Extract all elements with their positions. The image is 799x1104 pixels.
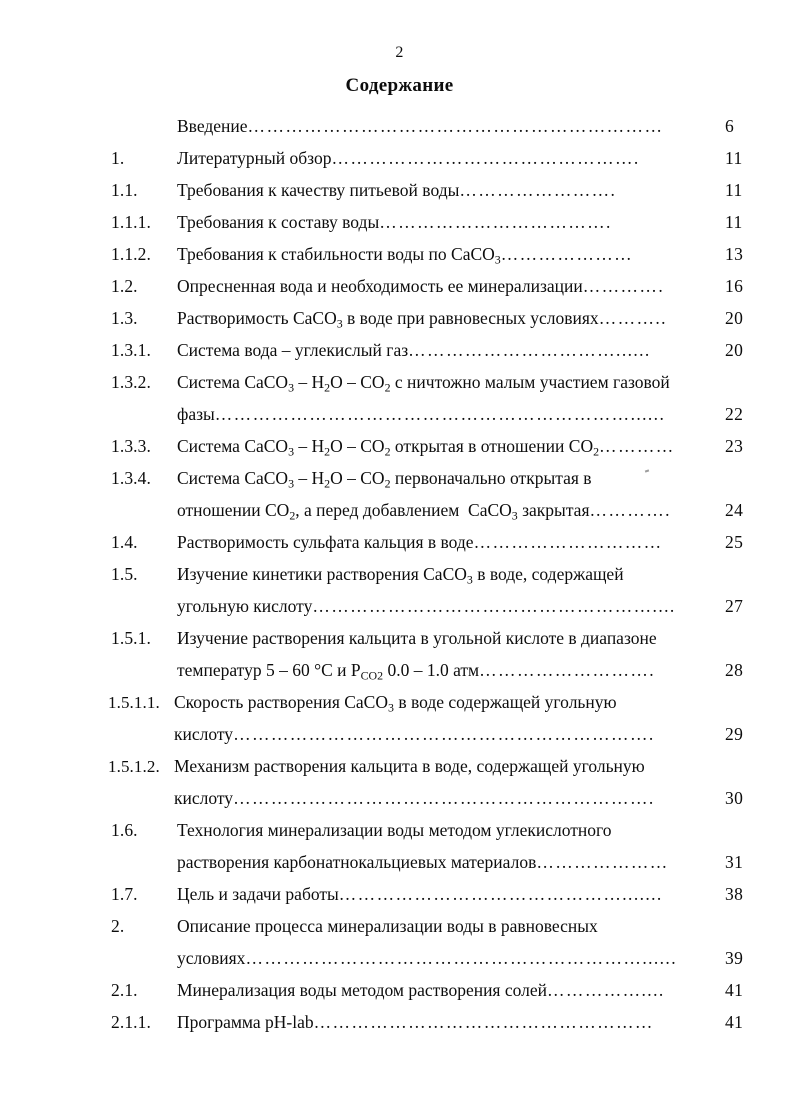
toc-entry-title[interactable]	[177, 1006, 703, 1038]
toc-entry[interactable]	[0, 206, 799, 238]
toc-page-number[interactable]: 28	[725, 660, 744, 680]
toc-row-continuation[interactable]	[0, 494, 799, 526]
toc-entry-title[interactable]	[177, 142, 703, 174]
toc-entry[interactable]	[0, 1006, 799, 1038]
toc-section-number: 1.	[111, 148, 125, 168]
toc-title-text: кислоту	[174, 788, 234, 808]
toc-title-text: фазы	[177, 404, 215, 424]
toc-page-number[interactable]: 16	[725, 276, 744, 296]
toc-entry-title[interactable]	[177, 526, 703, 558]
toc-entry[interactable]	[0, 558, 799, 622]
toc-entry-title[interactable]	[177, 814, 703, 846]
toc-entry[interactable]	[0, 462, 799, 526]
toc-title-text: Требования к составу воды	[177, 212, 380, 232]
toc-row-continuation[interactable]	[0, 398, 799, 430]
toc-section-number: 1.1.1.	[111, 212, 151, 232]
toc-page-number[interactable]: 41	[725, 980, 744, 1000]
dot-leader: …………………………………………………………......	[214, 404, 666, 424]
toc-title-text: Литературный обзор	[177, 148, 332, 168]
toc-row[interactable]	[0, 750, 799, 782]
toc-title-text: Технология минерализации воды методом углекислотного	[177, 820, 612, 840]
toc-entry[interactable]	[0, 430, 799, 462]
toc-entry-title[interactable]	[174, 718, 703, 750]
toc-title-text: Растворимость CaCO$_3$ в воде при равновесных условиях	[177, 308, 599, 331]
toc-entry[interactable]	[0, 814, 799, 878]
toc-section-number: 1.3.1.	[111, 340, 151, 360]
toc-page-number[interactable]: 6	[725, 116, 735, 136]
toc-entry-title[interactable]	[177, 878, 703, 910]
dot-leader: ………………………………………………....	[312, 596, 676, 616]
toc-section-number: 2.	[111, 916, 125, 936]
toc-entry[interactable]	[0, 526, 799, 558]
toc-section-number: 1.1.	[111, 180, 138, 200]
toc-page-number[interactable]: 27	[725, 596, 744, 616]
toc-section-number: 1.6.	[111, 820, 138, 840]
toc-page-number[interactable]: 38	[725, 884, 744, 904]
toc-entry[interactable]	[0, 302, 799, 334]
toc-page-number[interactable]: 41	[725, 1012, 744, 1032]
toc-entry[interactable]	[0, 974, 799, 1006]
toc-entry[interactable]	[0, 270, 799, 302]
toc-section-number: 1.2.	[111, 276, 138, 296]
toc-row[interactable]	[0, 878, 799, 910]
toc-title-text: условиях	[177, 948, 246, 968]
toc-title-text: растворения карбонатнокальциевых материалов	[177, 852, 537, 872]
dot-leader: ……………………………………….......	[338, 884, 663, 904]
toc-section-number: 1.3.4.	[111, 468, 151, 488]
toc-entry-title[interactable]	[177, 302, 703, 334]
toc-row[interactable]	[0, 686, 799, 718]
toc-entry[interactable]	[0, 174, 799, 206]
toc-title-text: угольную кислоту	[177, 596, 313, 616]
toc-entry-title[interactable]	[177, 430, 703, 462]
toc-entry-title[interactable]	[174, 686, 703, 718]
dot-leader: ……………………….	[479, 660, 656, 680]
toc-row-continuation[interactable]	[0, 590, 799, 622]
toc-title-text: Программа pH-lab	[177, 1012, 314, 1032]
toc-entry-title[interactable]	[177, 174, 703, 206]
toc-section-number: 1.3.	[111, 308, 138, 328]
toc-row[interactable]	[0, 366, 799, 398]
toc-title-text: Требования к качеству питьевой воды	[177, 180, 460, 200]
toc-title-text: Растворимость сульфата кальция в воде	[177, 532, 474, 552]
dot-leader: ……………....	[547, 980, 665, 1000]
toc-title-text: кислоту	[174, 724, 234, 744]
toc-entry[interactable]	[0, 750, 799, 814]
toc-title-text: температур 5 – 60 °C и $P_{CO2}$ 0.0 – 1.0 атм	[177, 660, 480, 683]
toc-page-number[interactable]: 29	[725, 724, 744, 744]
toc-entry-title[interactable]	[177, 462, 703, 494]
toc-entry-title[interactable]	[177, 558, 703, 590]
toc-section-number: 1.5.1.1.	[108, 693, 160, 712]
toc-entry-title[interactable]	[177, 974, 703, 1006]
toc-title-text: Изучение кинетики растворения CaCO$_3$ в воде, содержащей	[177, 564, 624, 587]
toc-page-number[interactable]: 20	[725, 340, 744, 360]
toc-title-text: Система вода – углекислый газ	[177, 340, 409, 360]
toc-title-text: Система CaCO$_3$ – $H_2O - CO_2$ открытая в отношении $CO_2$	[177, 436, 600, 459]
toc-page-number[interactable]: 11	[725, 180, 743, 200]
toc-section-number: 1.5.	[111, 564, 138, 584]
toc-entry-title[interactable]	[177, 366, 703, 398]
toc-page-number[interactable]: 23	[725, 436, 744, 456]
toc-entry[interactable]	[0, 622, 799, 686]
toc-title-text: Изучение растворения кальцита в угольной кислоте в диапазоне	[177, 628, 657, 648]
toc-section-number: 1.3.3.	[111, 436, 151, 456]
toc-entry-title[interactable]	[177, 206, 703, 238]
dot-leader: ………………………………………………	[313, 1012, 654, 1032]
toc-row[interactable]	[0, 270, 799, 302]
toc-row-continuation[interactable]	[0, 782, 799, 814]
toc-row[interactable]	[0, 110, 799, 142]
toc-row[interactable]	[0, 206, 799, 238]
toc-section-number: 1.7.	[111, 884, 138, 904]
toc-entry-title[interactable]	[177, 590, 703, 622]
toc-page-number[interactable]: 20	[725, 308, 744, 328]
toc-entry[interactable]	[0, 878, 799, 910]
toc-section-number: 1.4.	[111, 532, 138, 552]
toc-row[interactable]	[0, 430, 799, 462]
toc-row[interactable]	[0, 558, 799, 590]
toc-entry[interactable]	[0, 366, 799, 430]
toc-page-number[interactable]: 11	[725, 212, 743, 232]
toc-entry-title[interactable]	[177, 494, 703, 526]
toc-section-number: 1.5.1.2.	[108, 757, 160, 776]
toc-section-number: 1.1.2.	[111, 244, 151, 264]
dot-leader: ………….	[589, 500, 671, 520]
toc-title-text: Введение	[177, 116, 248, 136]
toc-page-number[interactable]: 25	[725, 532, 744, 552]
toc-entry-title[interactable]	[177, 270, 703, 302]
toc-entry[interactable]	[0, 238, 799, 270]
dot-leader: ……………………………….	[379, 212, 612, 232]
toc-title-text: Система CaCO$_3$ – $H_2O - CO_2$ с ничтожно малым участием газовой	[177, 372, 670, 395]
toc-entry-title[interactable]	[177, 110, 703, 142]
toc-row[interactable]	[0, 910, 799, 942]
toc-entry-title[interactable]	[177, 622, 703, 654]
toc-title-text: Механизм растворения кальцита в воде, содержащей угольную	[174, 756, 645, 776]
dot-leader: …………………….	[459, 180, 617, 200]
dot-leader: …………………………	[473, 532, 663, 552]
toc-section-number: 2.1.1.	[111, 1012, 151, 1032]
toc-entry[interactable]	[0, 110, 799, 142]
page-folio-number: 2	[395, 44, 404, 61]
toc-row[interactable]	[0, 1006, 799, 1038]
toc-row[interactable]	[0, 174, 799, 206]
dot-leader: …………………	[500, 244, 634, 264]
dot-leader: ………………………………………………………….	[233, 788, 655, 808]
toc-section-number: 1.5.1.	[111, 628, 151, 648]
toc-row[interactable]	[0, 974, 799, 1006]
toc-title-text: Система CaCO$_3$ – $H_2O - CO_2$ первоначально открытая в	[177, 468, 592, 491]
dot-leader: ………….	[582, 276, 665, 296]
toc-page-number[interactable]: 39	[725, 948, 744, 968]
toc-row-continuation[interactable]	[0, 718, 799, 750]
toc-row-continuation[interactable]	[0, 846, 799, 878]
toc-title-text: отношении $CO_2$, а перед добавлением CaCO$_3$ закрытая	[177, 500, 590, 523]
page-title: Содержание	[345, 75, 454, 96]
toc-row[interactable]	[0, 302, 799, 334]
toc-entry-title[interactable]	[177, 910, 703, 942]
toc-row-continuation[interactable]	[0, 654, 799, 686]
toc-page-number[interactable]: 13	[725, 244, 744, 264]
toc-entry[interactable]	[0, 334, 799, 366]
toc-entry-title[interactable]	[177, 398, 703, 430]
toc-entry-title[interactable]	[177, 942, 703, 974]
toc-section-number: 1.3.2.	[111, 372, 151, 392]
toc-page-number[interactable]: 31	[725, 852, 744, 872]
toc-entry[interactable]	[0, 686, 799, 750]
toc-page-number[interactable]: 30	[725, 788, 744, 808]
toc-row[interactable]	[0, 238, 799, 270]
dot-leader: ………………………………………………………......	[245, 948, 677, 968]
dot-leader: …………	[599, 436, 675, 456]
toc-title-text: Скорость растворения CaCO$_3$ в воде содержащей угольную	[174, 692, 617, 715]
toc-row[interactable]	[0, 142, 799, 174]
dot-leader: …………………………………………………………	[247, 116, 664, 136]
toc-entry[interactable]	[0, 910, 799, 974]
toc-title-text: Описание процесса минерализации воды в равновесных	[177, 916, 598, 936]
toc-title-text: Минерализация воды методом растворения солей	[177, 980, 548, 1000]
toc-row[interactable]	[0, 622, 799, 654]
dot-leader: ………………………………………………………….	[233, 724, 655, 744]
toc-row-continuation[interactable]	[0, 942, 799, 974]
toc-entry-title[interactable]	[177, 846, 703, 878]
toc-entry-title[interactable]	[177, 654, 703, 686]
toc-title-text: Цель и задачи работы	[177, 884, 339, 904]
toc-entry-title[interactable]	[174, 782, 703, 814]
toc-row[interactable]	[0, 526, 799, 558]
toc-entry-title[interactable]	[177, 238, 703, 270]
dot-leader: …………………	[536, 852, 669, 872]
toc-title-text: Опресненная вода и необходимость ее минерализации	[177, 276, 583, 296]
toc-entry-title[interactable]	[177, 334, 703, 366]
toc-section-number: 2.1.	[111, 980, 138, 1000]
toc-page-number[interactable]: 22	[725, 404, 744, 424]
dot-leader: ………..	[598, 308, 667, 328]
toc-page-number[interactable]: 24	[725, 500, 744, 520]
toc-title-text: Требования к стабильности воды по CaCO$_3$	[177, 244, 501, 267]
table-of-contents	[0, 110, 799, 1038]
toc-entry[interactable]	[0, 142, 799, 174]
toc-page-number[interactable]: 11	[725, 148, 743, 168]
dot-leader: ……………………………......	[408, 340, 651, 360]
dot-leader: ………………………………………….	[331, 148, 640, 168]
toc-row[interactable]	[0, 334, 799, 366]
toc-row[interactable]	[0, 462, 799, 494]
toc-entry-title[interactable]	[174, 750, 703, 782]
toc-row[interactable]	[0, 814, 799, 846]
